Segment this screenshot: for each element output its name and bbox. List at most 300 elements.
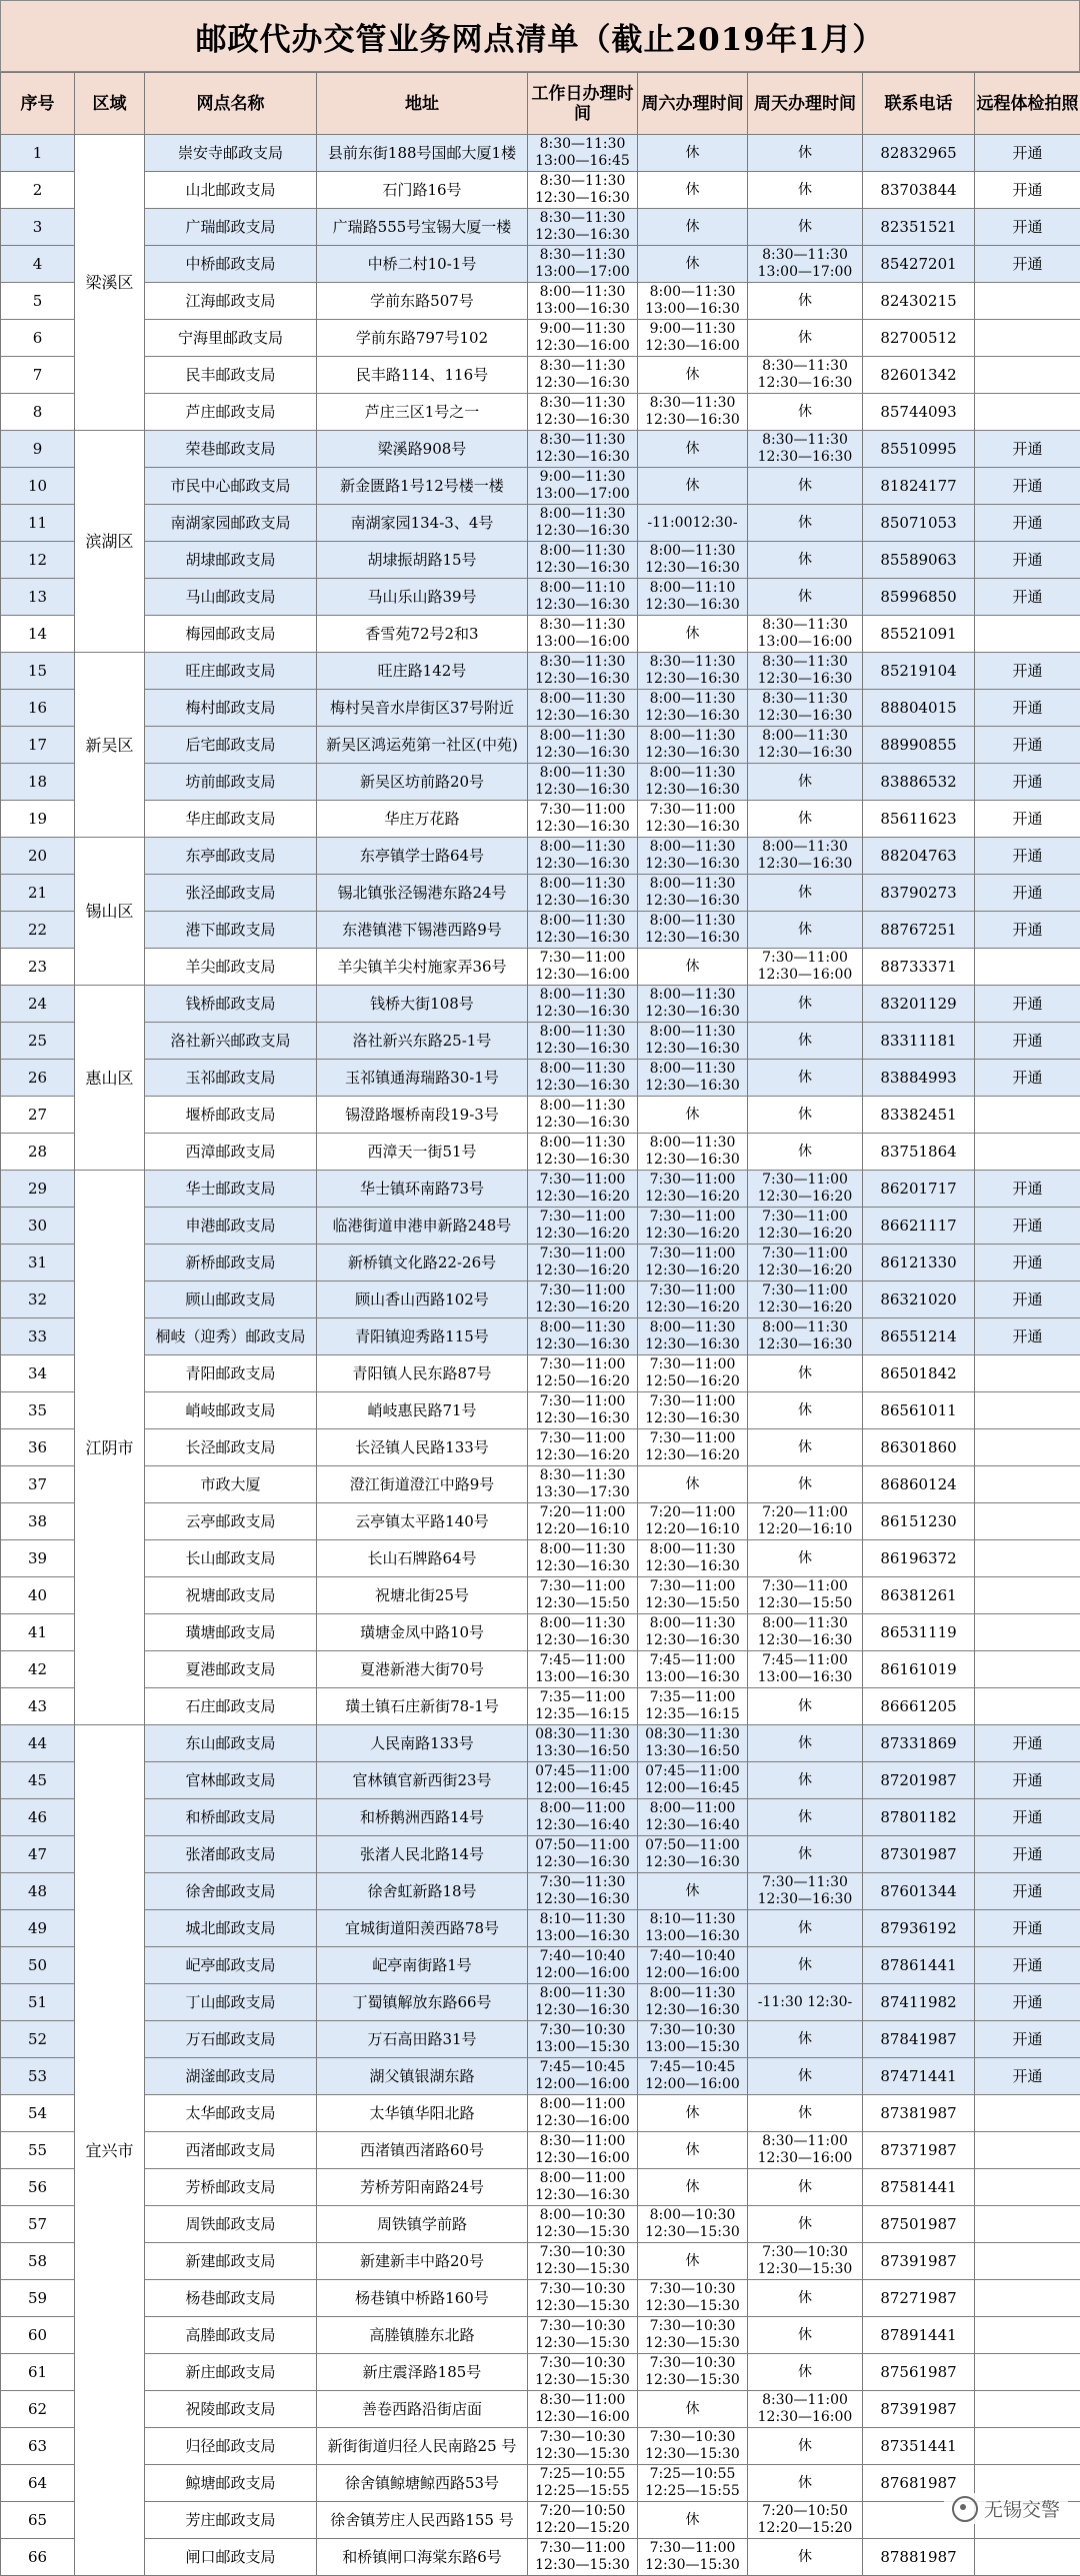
saturday-hours-line: 12:30—15:30 [638,2446,747,2463]
sunday-hours [748,579,863,616]
remote-status: 开通 [975,727,1080,764]
sunday-hours-line: 7:20—10:50 [748,2503,862,2520]
sunday-hours [748,1208,863,1245]
weekday-hours-line: 12:25—15:55 [528,2483,637,2500]
sunday-hours [748,1245,863,1282]
sunday-hours [748,431,863,468]
weekday-hours-line: 12:20—16:10 [528,1521,637,1538]
outlet-name: 宁海里邮政支局 [145,320,317,357]
weekday-hours-line: 8:00—11:30 [528,543,637,560]
saturday-hours [638,1873,748,1910]
outlet-address: 新吴区坊前路20号 [317,764,528,801]
table-row [1,135,1080,172]
saturday-hours [638,505,748,542]
saturday-hours-line: 休 [638,182,747,199]
sunday-hours [748,2539,863,2576]
remote-status [975,2095,1080,2132]
phone-number: 83886532 [863,764,975,801]
remote-status [975,1134,1080,1171]
sunday-hours-line: 休 [748,2438,862,2455]
weekday-hours [528,542,638,579]
outlet-address: 和桥鹅洲西路14号 [317,1799,528,1836]
weekday-hours-line: 12:30—16:30 [528,819,637,836]
sunday-hours-line: 休 [748,182,862,199]
weekday-hours-line: 9:00—11:30 [528,321,637,338]
saturday-hours [638,320,748,357]
row-no: 17 [1,727,75,764]
weekday-hours [528,727,638,764]
sunday-hours-line: 7:30—10:30 [748,2244,862,2261]
outlet-name: 马山邮政支局 [145,579,317,616]
sunday-hours-line: 12:30—16:30 [748,671,862,688]
outlet-address: 新金匮路1号12号楼一楼 [317,468,528,505]
outlet-address: 徐舍镇芳庄人民西路155 号 [317,2502,528,2539]
table-row [1,1245,1080,1282]
sunday-hours-line: 12:30—16:30 [748,856,862,873]
saturday-hours [638,1355,748,1392]
outlet-address: 临港街道申港申新路248号 [317,1208,528,1245]
weekday-hours-line: 8:30—11:30 [528,395,637,412]
sunday-hours-line: 休 [748,2068,862,2085]
remote-status: 开通 [975,2021,1080,2058]
table-row [1,1466,1080,1503]
weekday-hours-line: 8:00—11:30 [528,1061,637,1078]
weekday-hours-line: 12:30—15:50 [528,1595,637,1612]
phone-number: 87501987 [863,2206,975,2243]
weekday-hours-line: 8:00—11:30 [528,839,637,856]
remote-status: 开通 [975,1060,1080,1097]
sunday-hours [748,135,863,172]
phone-number: 86381261 [863,1577,975,1614]
sunday-hours-line: 休 [748,1070,862,1087]
saturday-hours [638,542,748,579]
outlet-name: 华庄邮政支局 [145,801,317,838]
outlet-address: 璜土镇石庄新街78-1号 [317,1688,528,1725]
sunday-hours-line: 12:30—16:30 [748,1632,862,1649]
table-row [1,2465,1080,2502]
table-row [1,1725,1080,1762]
weekday-hours-line: 7:30—11:00 [528,1393,637,1410]
weekday-hours-line: 7:30—11:00 [528,1209,637,1226]
sunday-hours [748,2428,863,2465]
outlet-name: 堰桥邮政支局 [145,1097,317,1134]
saturday-hours [638,1614,748,1651]
phone-number: 87841987 [863,2021,975,2058]
sunday-hours [748,1171,863,1208]
outlet-name: 洛社新兴邮政支局 [145,1023,317,1060]
table-row [1,1318,1080,1355]
table-row [1,172,1080,209]
weekday-hours-line: 7:30—11:00 [528,950,637,967]
outlet-name: 石庄邮政支局 [145,1688,317,1725]
phone-number: 88204763 [863,838,975,875]
phone-number: 87301987 [863,1836,975,1873]
saturday-hours [638,1910,748,1947]
saturday-hours [638,1392,748,1429]
weekday-hours [528,2317,638,2354]
saturday-hours [638,1540,748,1577]
outlet-name: 张渚邮政支局 [145,1836,317,1873]
weekday-hours [528,2502,638,2539]
weekday-hours [528,1725,638,1762]
outlet-name: 桐岐（迎秀）邮政支局 [145,1318,317,1355]
remote-status [975,1651,1080,1688]
remote-status [975,2243,1080,2280]
sunday-hours-line: 休 [748,1107,862,1124]
sunday-hours [748,653,863,690]
weekday-hours-line: 8:00—11:30 [528,1985,637,2002]
table-row [1,1836,1080,1873]
table-row [1,2058,1080,2095]
sunday-hours [748,1947,863,1984]
table-row [1,727,1080,764]
sunday-hours [748,1097,863,1134]
weekday-hours [528,1873,638,1910]
remote-status: 开通 [975,838,1080,875]
phone-number: 87411982 [863,1984,975,2021]
phone-number: 86531119 [863,1614,975,1651]
sunday-hours [748,2391,863,2428]
remote-status: 开通 [975,209,1080,246]
outlet-name: 张泾邮政支局 [145,875,317,912]
header-no: 序号 [1,73,75,135]
weekday-hours-line: 7:30—11:00 [528,802,637,819]
sunday-hours-line: 休 [748,1698,862,1715]
weekday-hours-line: 13:00—17:00 [528,264,637,281]
outlet-address: 太华镇华阳北路 [317,2095,528,2132]
phone-number: 82430215 [863,283,975,320]
saturday-hours [638,801,748,838]
phone-number: 86151230 [863,1503,975,1540]
sunday-hours [748,1503,863,1540]
row-no: 27 [1,1097,75,1134]
saturday-hours [638,2539,748,2576]
sunday-hours-line: 7:30—11:00 [748,1246,862,1263]
remote-status: 开通 [975,505,1080,542]
outlet-name: 申港邮政支局 [145,1208,317,1245]
saturday-hours-line: 7:30—11:00 [638,1209,747,1226]
phone-number: 86661205 [863,1688,975,1725]
weekday-hours-line: 8:00—11:30 [528,1615,637,1632]
row-no: 2 [1,172,75,209]
row-no: 21 [1,875,75,912]
outlet-address: 云亭镇太平路140号 [317,1503,528,1540]
remote-status: 开通 [975,1245,1080,1282]
weekday-hours [528,1688,638,1725]
weekday-hours [528,1282,638,1318]
remote-status [975,2428,1080,2465]
sunday-hours [748,1577,863,1614]
sunday-hours-line: 13:00—16:30 [748,1669,862,1686]
sunday-hours [748,1392,863,1429]
saturday-hours [638,283,748,320]
row-no: 34 [1,1355,75,1392]
sunday-hours-line: 8:00—11:30 [748,839,862,856]
outlet-name: 青阳邮政支局 [145,1355,317,1392]
phone-number: 83311181 [863,1023,975,1060]
table-row [1,1282,1080,1318]
outlet-address: 芦庄三区1号之一 [317,394,528,431]
phone-number: 85996850 [863,579,975,616]
saturday-hours-line: 12:50—16:20 [638,1373,747,1390]
table-row [1,394,1080,431]
weekday-hours-line: 8:00—11:30 [528,691,637,708]
saturday-hours-line: 休 [638,626,747,643]
outlet-address: 峭岐惠民路71号 [317,1392,528,1429]
outlet-address: 洛社新兴东路25-1号 [317,1023,528,1060]
sunday-hours-line: 12:30—16:20 [748,1263,862,1280]
outlet-name: 钱桥邮政支局 [145,986,317,1023]
sunday-hours-line: 8:30—11:30 [748,654,862,671]
phone-number: 85071053 [863,505,975,542]
outlet-name: 丁山邮政支局 [145,1984,317,2021]
weekday-hours [528,246,638,283]
saturday-hours-line: 休 [638,2512,747,2529]
outlet-name: 峭岐邮政支局 [145,1392,317,1429]
saturday-hours [638,1836,748,1873]
outlet-name: 港下邮政支局 [145,912,317,949]
sunday-hours [748,875,863,912]
remote-status [975,2539,1080,2576]
weekday-hours-line: 12:30—16:30 [528,856,637,873]
weekday-hours-line: 7:30—11:00 [528,1283,637,1299]
saturday-hours [638,2391,748,2428]
row-no: 24 [1,986,75,1023]
outlet-address: 梁溪路908号 [317,431,528,468]
phone-number: 83884993 [863,1060,975,1097]
weekday-hours-line: 7:25—10:55 [528,2466,637,2483]
sunday-hours [748,209,863,246]
weekday-hours-line: 12:30—16:00 [528,2113,637,2130]
phone-number: 88804015 [863,690,975,727]
remote-status [975,1097,1080,1134]
sunday-hours-line: 休 [748,922,862,939]
saturday-hours-line: 8:00—11:30 [638,913,747,930]
sunday-hours [748,949,863,986]
sunday-hours [748,1614,863,1651]
district-cell: 惠山区 [75,986,145,1171]
sunday-hours [748,1910,863,1947]
phone-number: 85589063 [863,542,975,579]
saturday-hours-line: 12:30—16:30 [638,1632,747,1649]
remote-status: 开通 [975,1984,1080,2021]
phone-number: 82700512 [863,320,975,357]
weekday-hours [528,838,638,875]
remote-status [975,2169,1080,2206]
header-sunday: 周天办理时间 [748,73,863,135]
row-no: 51 [1,1984,75,2021]
weekday-hours [528,1614,638,1651]
row-no: 45 [1,1762,75,1799]
weekday-hours-line: 12:30—16:30 [528,1336,637,1353]
sunday-hours-line: 7:30—11:00 [748,1172,862,1189]
outlet-name: 山北邮政支局 [145,172,317,209]
sunday-hours-line: 休 [748,2475,862,2492]
saturday-hours-line: 08:30—11:30 [638,1726,747,1743]
weekday-hours-line: 12:30—16:30 [528,1410,637,1427]
sunday-hours-line: 休 [748,2031,862,2048]
sunday-hours [748,2280,863,2317]
remote-status [975,1392,1080,1429]
outlet-address: 胡埭振胡路15号 [317,542,528,579]
weekday-hours-line: 7:20—11:00 [528,1504,637,1521]
weekday-hours-line: 13:00—16:30 [528,301,637,318]
saturday-hours-line: 13:00—15:30 [638,2039,747,2056]
sunday-hours [748,2243,863,2280]
sunday-hours-line: 休 [748,1365,862,1382]
saturday-hours-line: 12:30—16:30 [638,597,747,614]
weekday-hours-line: 12:30—16:30 [528,523,637,540]
saturday-hours-line: 8:30—11:30 [638,395,747,412]
table-row [1,1392,1080,1429]
saturday-hours-line: 7:30—11:00 [638,802,747,819]
row-no: 58 [1,2243,75,2280]
saturday-hours-line: 12:30—16:30 [638,782,747,799]
weekday-hours-line: 12:30—16:30 [528,671,637,688]
weekday-hours-line: 8:30—11:30 [528,358,637,375]
saturday-hours [638,579,748,616]
saturday-hours-line: 12:30—16:30 [638,745,747,762]
table-row [1,357,1080,394]
row-no: 52 [1,2021,75,2058]
sunday-hours [748,838,863,875]
table-row [1,1540,1080,1577]
table-row [1,2095,1080,2132]
outlet-name: 东山邮政支局 [145,1725,317,1762]
district-cell: 锡山区 [75,838,145,986]
outlet-name: 后宅邮政支局 [145,727,317,764]
sunday-hours-line: 12:30—16:30 [748,1891,862,1908]
phone-number: 86561011 [863,1392,975,1429]
table-row [1,2132,1080,2169]
weekday-hours-line: 8:00—11:30 [528,506,637,523]
saturday-hours-line: 7:30—11:00 [638,1246,747,1263]
outlet-name: 中桥邮政支局 [145,246,317,283]
phone-number: 82351521 [863,209,975,246]
table-row [1,283,1080,320]
row-no: 59 [1,2280,75,2317]
saturday-hours [638,135,748,172]
district-cell: 新吴区 [75,653,145,838]
weekday-hours-line: 12:35—16:15 [528,1706,637,1723]
outlet-address: 人民南路133号 [317,1725,528,1762]
outlet-address: 夏港新港大街70号 [317,1651,528,1688]
row-no: 42 [1,1651,75,1688]
wechat-icon [952,2496,978,2522]
weekday-hours [528,801,638,838]
sunday-hours-line: 休 [748,330,862,347]
remote-status: 开通 [975,764,1080,801]
remote-status [975,1466,1080,1503]
district-cell: 梁溪区 [75,135,145,431]
sunday-hours-line: 7:20—11:00 [748,1504,862,1521]
saturday-hours-line: 13:00—16:30 [638,1669,747,1686]
saturday-hours-line: 休 [638,441,747,458]
table-row [1,1947,1080,1984]
outlet-name: 夏港邮政支局 [145,1651,317,1688]
phone-number: 87601344 [863,1873,975,1910]
saturday-hours-line: 7:25—10:55 [638,2466,747,2483]
row-no: 43 [1,1688,75,1725]
weekday-hours-line: 12:30—16:00 [528,967,637,984]
saturday-hours-line: 13:00—16:30 [638,301,747,318]
table-row [1,2243,1080,2280]
phone-number: 87201987 [863,1762,975,1799]
sunday-hours [748,1023,863,1060]
outlet-name: 西渚邮政支局 [145,2132,317,2169]
remote-status [975,320,1080,357]
saturday-hours [638,209,748,246]
saturday-hours [638,468,748,505]
weekday-hours-line: 8:00—11:00 [528,2096,637,2113]
saturday-hours-line: 8:00—11:30 [638,284,747,301]
saturday-hours-line: 12:30—16:20 [638,1189,747,1206]
remote-status: 开通 [975,2058,1080,2095]
row-no: 19 [1,801,75,838]
phone-number: 86301860 [863,1429,975,1466]
saturday-hours-line: 8:00—11:30 [638,1541,747,1558]
sunday-hours [748,468,863,505]
remote-status: 开通 [975,1023,1080,1060]
saturday-hours-line: 8:00—10:30 [638,2207,747,2224]
outlet-address: 芳桥芳阳南路24号 [317,2169,528,2206]
row-no: 5 [1,283,75,320]
outlet-name: 芦庄邮政支局 [145,394,317,431]
saturday-hours-line: 休 [638,2401,747,2418]
table-row [1,875,1080,912]
remote-status [975,1429,1080,1466]
weekday-hours-line: 12:30—16:20 [528,1226,637,1243]
table-row [1,2317,1080,2354]
sunday-hours-line: 休 [748,478,862,495]
weekday-hours [528,764,638,801]
saturday-hours-line: 7:30—11:00 [638,1172,747,1189]
weekday-hours-line: 7:30—11:00 [528,1578,637,1595]
table-row [1,1799,1080,1836]
weekday-hours [528,2280,638,2317]
phone-number: 87681987 [863,2465,975,2502]
sunday-hours-line: 12:30—16:00 [748,967,862,984]
weekday-hours-line: 7:35—11:00 [528,1689,637,1706]
saturday-hours-line: 12:30—16:00 [638,338,747,355]
row-no: 54 [1,2095,75,2132]
table-row [1,505,1080,542]
weekday-hours [528,875,638,912]
weekday-hours [528,912,638,949]
saturday-hours-line: 休 [638,1476,747,1493]
saturday-hours-line: 7:30—10:30 [638,2022,747,2039]
saturday-hours-line: 休 [638,478,747,495]
phone-number: 86161019 [863,1651,975,1688]
table-row [1,1171,1080,1208]
outlet-name: 羊尖邮政支局 [145,949,317,986]
saturday-hours-line: 8:00—11:10 [638,580,747,597]
saturday-hours-line: 12:30—15:30 [638,2298,747,2315]
sunday-hours-line: 12:30—16:20 [748,1226,862,1243]
remote-status [975,1577,1080,1614]
phone-number: 85744093 [863,394,975,431]
outlet-name: 屺亭邮政支局 [145,1947,317,1984]
remote-status: 开通 [975,246,1080,283]
table-row [1,209,1080,246]
weekday-hours-line: 7:30—11:00 [528,1246,637,1263]
weekday-hours-line: 12:00—16:00 [528,1965,637,1982]
sunday-hours [748,2132,863,2169]
phone-number: 83201129 [863,986,975,1023]
saturday-hours-line: 9:00—11:30 [638,321,747,338]
sunday-hours-line: 休 [748,2290,862,2307]
outlet-address: 万石高田路31号 [317,2021,528,2058]
